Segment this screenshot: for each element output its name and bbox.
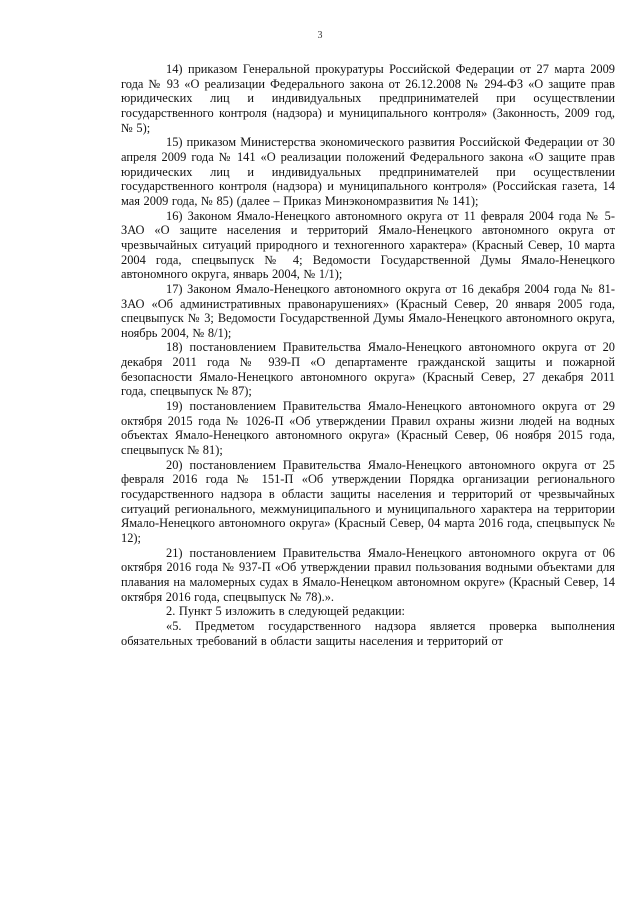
paragraph-item-15: 15) приказом Министерства экономического развития Российской Федерации от 30 апреля 2009 года № 141 «О реализации положений Федерального закона «О защите прав юридических лиц и индивидуальных предпринимателей при осуществлении государственного контроля (надзора) и муниципального контроля» (Российская газета, 14 мая 2009 года, № 85) (далее – Приказ Минэкономразвития № 141); [121, 135, 615, 208]
document-body [121, 62, 615, 648]
paragraph-item-17: 17) Законом Ямало-Ненецкого автономного округа от 16 декабря 2004 года № 81-ЗАО «Об административных правонарушениях» (Красный Север, 20 января 2005 года, спецвыпуск № 3; Ведомости Государственной Думы Ямало-Ненецкого автономного округа, ноябрь 2004, № 8/1); [121, 281, 615, 340]
paragraph-item-16: 16) Законом Ямало-Ненецкого автономного округа от 11 февраля 2004 года № 5-ЗАО «О защите населения и территорий Ямало-Ненецкого автономного округа от чрезвычайных ситуаций природного и техногенного характера» (Красный Север, 10 марта 2004 года, спецвыпуск № 4; Ведомости Государственной Думы Ямало-Ненецкого автономного округа, январь 2004, № 1/1); [121, 208, 615, 282]
paragraph-item-20: 20) постановлением Правительства Ямало-Ненецкого автономного округа от 25 февраля 2016 года № 151-П «Об утверждении Порядка организации регионального государственного надзора в области защиты населения и территорий от чрезвычайных ситуаций регионального, межмуниципального и муниципального характера на территории Ямало-Ненецкого автономного округа» (Красный Север, 04 марта 2016 года, спецвыпуск № 12); [121, 457, 615, 545]
paragraph-section-2: 2. Пункт 5 изложить в следующей редакции: [166, 604, 405, 619]
paragraph-item-14: 14) приказом Генеральной прокуратуры Российской Федерации от 27 марта 2009 года № 93 «О реализации Федерального закона от 26.12.2008 № 294-ФЗ «О защите прав юридических лиц и индивидуальных предпринимателей при осуществлении государственного контроля (надзора) и муниципального контроля» (Законность, 2009 год, № 5); [121, 62, 615, 135]
paragraph-item-21: 21) постановлением Правительства Ямало-Ненецкого автономного округа от 06 октября 2016 года № 937-П «Об утверждении правил пользования водными объектами для плавания на маломерных судах в Ямало-Ненецком автономном округе» (Красный Север, 14 октября 2016 года, спецвыпуск № 78).». [121, 545, 615, 604]
paragraph-point-5: «5. Предметом государственного надзора является проверка выполнения обязательных требований в области защиты населения и территорий от [121, 618, 615, 648]
paragraph-item-19: 19) постановлением Правительства Ямало-Ненецкого автономного округа от 29 октября 2015 года № 1026-П «Об утверждении Правил охраны жизни людей на водных объектах Ямало-Ненецкого автономного округа» (Красный Север, 06 ноября 2015 года, спецвыпуск № 81); [121, 399, 615, 458]
page-number: 3 [317, 30, 323, 41]
paragraph-item-18: 18) постановлением Правительства Ямало-Ненецкого автономного округа от 20 декабря 2011 года № 939-П «О департаменте гражданской защиты и пожарной безопасности Ямало-Ненецкого автономного округа» (Красный Север, 27 декабря 2011 года, спецвыпуск № 87); [121, 340, 615, 399]
